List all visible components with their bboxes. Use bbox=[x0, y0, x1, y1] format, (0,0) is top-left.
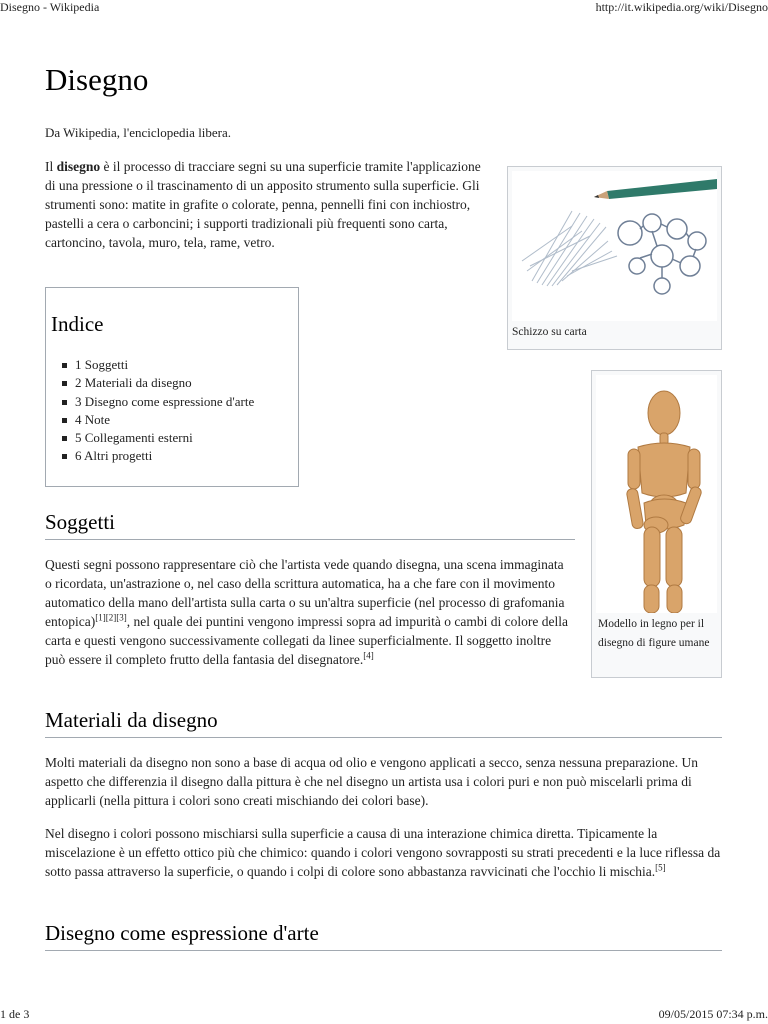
figure-mannequin-caption: Modello in legno per il disegno di figure umane bbox=[598, 618, 710, 649]
intro-after: è il processo di tracciare segni su una superficie tramite l'applicazione di una pressione o il trascinamento di un apposito strumento sulla superficie. Gli strumenti sono: matite in grafite o colorate, penna, pennelli fini con inchiostro, pastelli a cera o carboncini; i supporti tradizionali più frequenti sono carta, cartoncino, tavola, muro, tela, rame, vetro. bbox=[45, 159, 481, 250]
toc-title: Indice bbox=[51, 312, 104, 336]
ref-5[interactable]: [5] bbox=[655, 862, 666, 873]
figure-mannequin bbox=[591, 370, 722, 678]
intro-before: Il bbox=[45, 159, 57, 174]
page-title: Disegno bbox=[45, 62, 149, 97]
mannequin-image bbox=[596, 375, 717, 613]
section-heading-materiali: Materiali da disegno bbox=[45, 708, 218, 732]
page-tagline: Da Wikipedia, l'enciclopedia libera. bbox=[45, 125, 232, 140]
ref-1-2-3[interactable]: [1][2][3] bbox=[95, 612, 127, 623]
ref-4[interactable]: [4] bbox=[363, 650, 374, 661]
section-divider bbox=[45, 539, 575, 540]
materiali-text-2: Nel disegno i colori possono mischiarsi sulla superficie a causa di una interazione chimica diretta. Tipicamente la miscelazione è un effetto ottico più che chimico: quando i colori vengono sovrapposti su strati precedenti e la luce riflessa da sotto passa attraverso la superficie, o quando i colpi di colore sono abbastanza ravvicinati che l'occhio li mischia. bbox=[45, 826, 721, 879]
section-divider bbox=[45, 737, 722, 738]
toc-item-materiali[interactable]: 2 Materiali da disegno bbox=[60, 374, 254, 392]
soggetti-paragraph bbox=[45, 555, 570, 669]
section-heading-soggetti: Soggetti bbox=[45, 510, 116, 534]
soggetti-text-1: Questi segni possono rappresentare ciò che l'artista vede quando disegna, una scena immaginata o ricordata, un'astrazione o, nel caso della scrittura automatica, ha a che fare con il movimento automatico della mano dell'artista sulla carta o su un'altra superficie (nel processo di grafomania entopica) bbox=[45, 557, 565, 629]
materiali-paragraph-1: Molti materiali da disegno non sono a base di acqua od olio e vengono applicati a secco, senza nessuna preparazione. Un aspetto che differenzia il disegno dalla pittura è che nel disegno un artista usa i colori puri e non può miscelarli prima di applicarli (nella pittura i colori sono creati mischiando dei colori base). bbox=[45, 755, 699, 808]
toc-item-disegno-arte[interactable]: 3 Disegno come espressione d'arte bbox=[60, 393, 254, 411]
soggetti-text-2: , nel quale dei puntini vengono impressi sopra ad impurità o cambi di colore della carta e questi vengono successivamente collegati da linee superficialmente. Il soggetto inoltre può essere il completo frutto della fantasia del disegnatore. bbox=[45, 614, 568, 667]
print-footer bbox=[0, 1008, 768, 1024]
toc-item-note[interactable]: 4 Note bbox=[60, 411, 254, 429]
page-counter: 1 de 3 bbox=[0, 1007, 30, 1021]
toc-item-altri-progetti[interactable]: 6 Altri progetti bbox=[60, 447, 254, 465]
figure-sketch bbox=[507, 166, 722, 350]
toc-item-collegamenti[interactable]: 5 Collegamenti esterni bbox=[60, 429, 254, 447]
toc-list bbox=[60, 356, 254, 466]
print-header-url[interactable]: http://it.wikipedia.org/wiki/Disegno bbox=[595, 0, 768, 14]
materiali-paragraph-2 bbox=[45, 824, 725, 881]
figure-sketch-caption: Schizzo su carta bbox=[512, 326, 587, 338]
section-heading-arte: Disegno come espressione d'arte bbox=[45, 921, 319, 945]
intro-bold-term: disegno bbox=[56, 159, 101, 174]
intro-paragraph bbox=[45, 157, 485, 252]
table-of-contents bbox=[45, 287, 299, 487]
toc-item-soggetti[interactable]: 1 Soggetti bbox=[60, 356, 254, 374]
section-divider bbox=[45, 950, 722, 951]
print-header bbox=[0, 0, 768, 16]
print-timestamp: 09/05/2015 07:34 p.m. bbox=[658, 1007, 768, 1021]
print-header-title: Disegno - Wikipedia bbox=[0, 0, 100, 14]
sketch-image bbox=[512, 171, 717, 321]
